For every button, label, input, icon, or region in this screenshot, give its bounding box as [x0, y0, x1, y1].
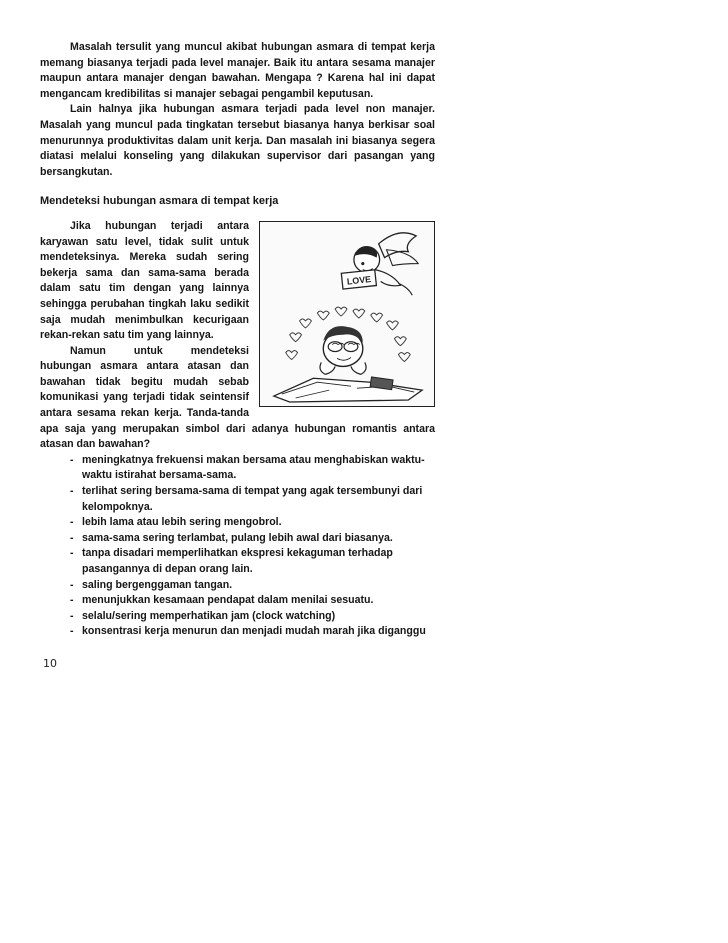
bullet-list	[40, 453, 435, 640]
cupid-illustration	[259, 221, 435, 407]
page-number: 10	[43, 657, 57, 670]
list-item: - meningkatnya frekuensi makan bersama atau menghabiskan waktu-waktu istirahat bersama-sama.	[70, 453, 435, 484]
paragraph: Lain halnya jika hubungan asmara terjadi pada level non manajer. Masalah yang muncul pada tingkatan tersebut biasanya hanya berkisar soal menurunnya produktivitas dalam unit kerja. Dan masalah ini biasanya segera diatasi melalui konseling yang dilakukan supervisor dari pasangan yang bersangkutan.	[40, 103, 435, 178]
list-item: - menunjukkan kesamaan pendapat dalam menilai sesuatu.	[70, 593, 435, 609]
list-item: - tanpa disadari memperlihatkan ekspresi kekaguman terhadap pasangannya di depan orang lain.	[70, 546, 435, 577]
love-sign	[341, 270, 376, 289]
list-item: - sama-sama sering terlambat, pulang lebih awal dari biasanya.	[70, 531, 435, 547]
section-heading: Mendeteksi hubungan asmara di tempat kerja	[40, 195, 279, 208]
paragraph: Masalah tersulit yang muncul akibat hubungan asmara di tempat kerja memang biasanya terjadi pada level manajer. Baik itu antara sesama manajer maupun antara manajer dengan bawahan. Mengapa ? Karena hal ini dapat mengancam kredibilitas si manajer sebagai pengambil keputusan.	[40, 41, 435, 100]
list-item: - lebih lama atau lebih sering mengobrol.	[70, 515, 435, 531]
scanned-text-block	[40, 40, 435, 640]
paragraph: Jika hubungan terjadi antara karyawan satu level, tidak sulit untuk mendeteksinya. Mereka sudah sering bekerja sama dan sama-sama berada dalam satu tim dengan yang lainnya sehingga perubahan tingkah laku sedikit saja mudah menimbulkan kecurigaan rekan-rekan satu tim yang lainnya.	[40, 219, 249, 342]
list-item: - selalu/sering memperhatikan jam (clock watching)	[70, 609, 435, 625]
list-item: - terlihat sering bersama-sama di tempat yang agak tersembunyi dari kelompoknya.	[70, 484, 435, 515]
cartoon-drawing	[260, 222, 434, 406]
paragraph: Namun untuk mendeteksi hubungan asmara antara atasan dan bawahan tidak begitu mudah sebab komunikasi yang terjadi tidak seintensif antara sesama rekan kerja. Tanda-tanda apa saja yang merupakan simbol dari adanya hubungan romantis antara atasan dan bawahan?	[40, 344, 435, 451]
love-sign-text: LOVE	[346, 274, 372, 287]
list-item: - konsentrasi kerja menurun dan menjadi mudah marah jika diganggu	[70, 624, 435, 640]
list-item: - saling bergenggaman tangan.	[70, 578, 435, 594]
